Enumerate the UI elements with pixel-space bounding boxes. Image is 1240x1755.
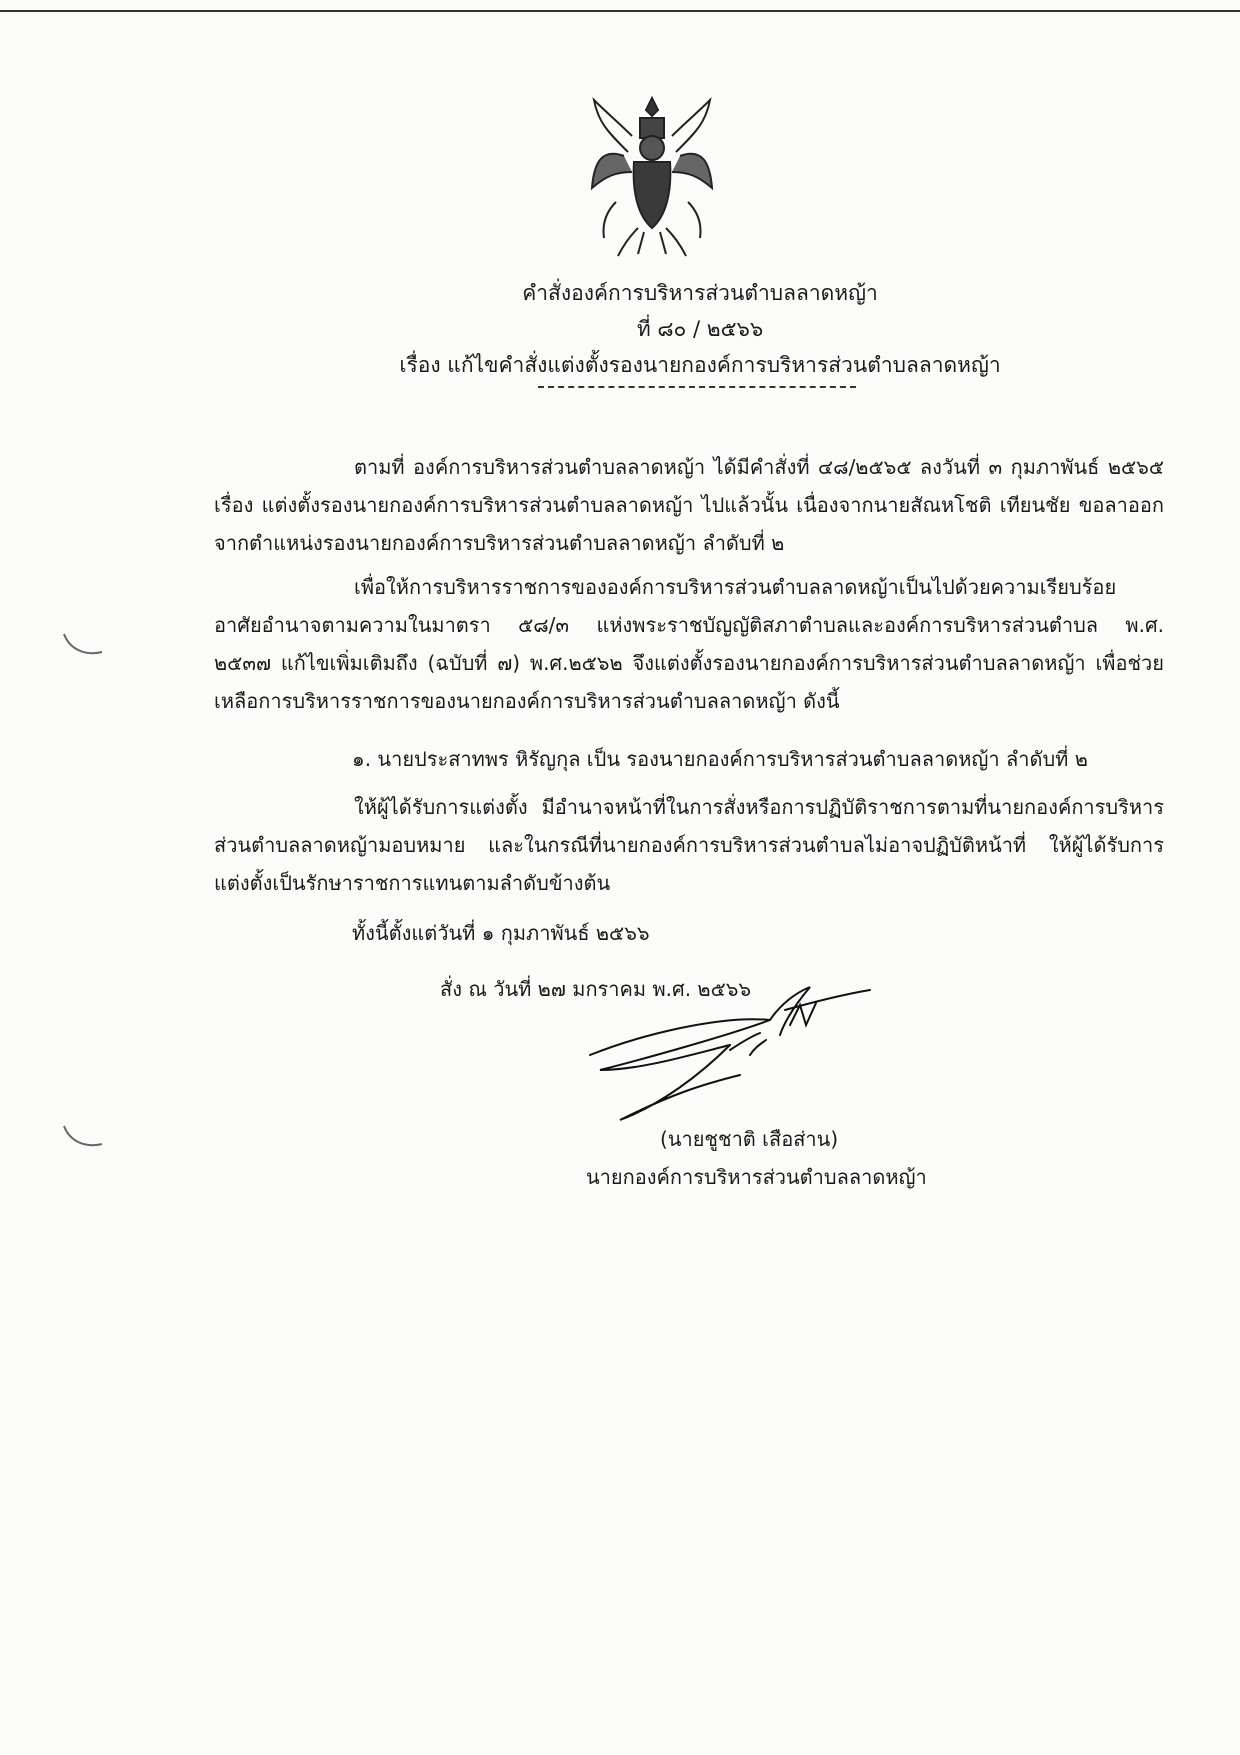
scan-mark-icon (60, 1122, 106, 1152)
order-number: ที่ ๘๐ / ๒๕๖๖ (636, 317, 764, 341)
scan-edge-line (0, 10, 1240, 12)
effective-date: ทั้งนี้ตั้งแต่วันที่ ๑ กุมภาพันธ์ ๒๕๖๖ (352, 921, 650, 945)
order-date: สั่ง ณ วันที่ ๒๗ มกราคม พ.ศ. ๒๕๖๖ (440, 977, 752, 1001)
scan-mark-icon (60, 630, 106, 660)
order-title: คำสั่งองค์การบริหารส่วนตำบลลาดหญ้า (522, 281, 878, 305)
appointment-item: ๑. นายประสาทพร หิรัญกุล เป็น รองนายกองค์การบริหารส่วนตำบลลาดหญ้า ลำดับที่ ๒ (352, 747, 1088, 771)
paragraph-background: ตามที่ องค์การบริหารส่วนตำบลลาดหญ้า ได้มีคำสั่งที่ ๔๘/๒๕๖๕ ลงวันที่ ๓ กุมภาพันธ์ ๒๕๖๕ เรื่อง แต่งตั้งรองนายกองค์การบริหารส่วนตำบลลาดหญ้า ไปแล้วนั้น เนื่องจากนายสัณหโชติ เทียนชัย ขอลาออกจากตำแหน่งรองนายกองค์การบริหารส่วนตำบลลาดหญ้า ลำดับที่ ๒ (214, 455, 1164, 555)
signature-icon (580, 975, 880, 1135)
signer-position: นายกองค์การบริหารส่วนตำบลลาดหญ้า (586, 1165, 927, 1189)
paragraph-duties: ให้ผู้ได้รับการแต่งตั้ง มีอำนาจหน้าที่ในการสั่งหรือการปฏิบัติราชการตามที่นายกองค์การบริหารส่วนตำบลลาดหญ้ามอบหมาย และในกรณีที่นายกองค์การบริหารส่วนตำบลไม่อาจปฏิบัติหน้าที่ ให้ผู้ได้รับการแต่งตั้งเป็นรักษาราชการแทนตามลำดับข้างต้น (214, 795, 1164, 895)
order-subject: เรื่อง แก้ไขคำสั่งแต่งตั้งรองนายกองค์การบริหารส่วนตำบลลาดหญ้า (399, 353, 1001, 377)
dashed-divider (538, 386, 856, 388)
garuda-emblem-icon (588, 92, 716, 260)
signer-name: (นายชูชาติ เสือส่าน) (660, 1127, 839, 1151)
paragraph-authority: เพื่อให้การบริหารราชการขององค์การบริหารส่วนตำบลลาดหญ้าเป็นไปด้วยความเรียบร้อย อาศัยอำนาจตามความในมาตรา ๕๘/๓ แห่งพระราชบัญญัติสภาตำบลและองค์การบริหารส่วนตำบล พ.ศ. ๒๕๓๗ แก้ไขเพิ่มเติมถึง (ฉบับที่ ๗) พ.ศ.๒๕๖๒ จึงแต่งตั้งรองนายกองค์การบริหารส่วนตำบลลาดหญ้า เพื่อช่วยเหลือการบริหารราชการของนายกองค์การบริหารส่วนตำบลลาดหญ้า ดังนี้ (214, 575, 1164, 713)
